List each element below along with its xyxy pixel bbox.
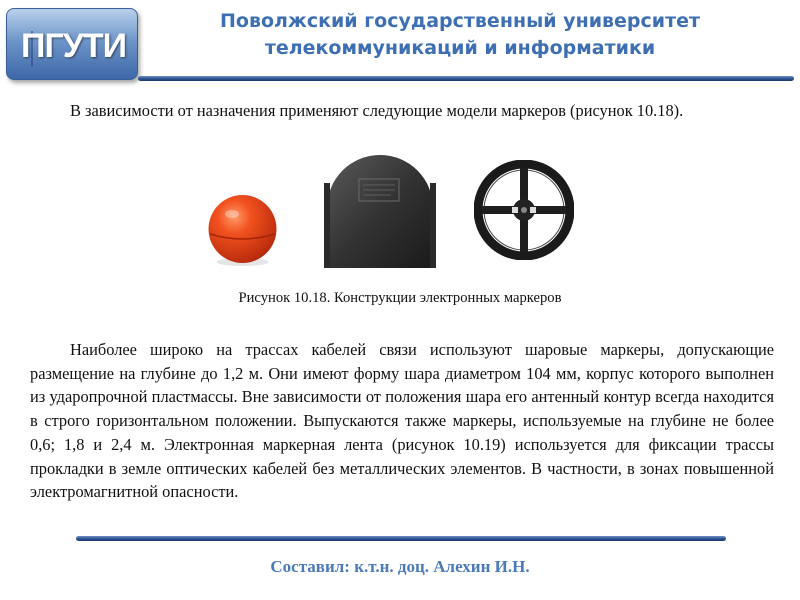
red-ball-marker-image [205,192,280,267]
footer-divider [76,536,726,541]
logo-text: ПГУТИ [21,27,127,65]
title-line-1: Поволжский государственный университет [219,10,701,32]
title-line-2: телекоммуникаций и информатики [264,37,656,59]
header-divider [138,76,794,81]
intro-paragraph: В зависимости от назначения применяют следующие модели маркеров (рисунок 10.18). [70,101,684,120]
black-disc-marker-image [321,153,439,270]
main-paragraph: Наиболее широко на трассах кабелей связи используют шаровые маркеры, допускающие размещение на глубине до 1,2 м. Они имеют форму шара диаметром 104 мм, корпус которого выполнен из ударопрочной пластмассы. Вне зависимости от положения шара его антенный контур всегда находится в строго горизонтальном положении. Выпускаются также маркеры, используемые на глубине не более 0,6; 1,8 и 2,4 м. Электронная маркерная лента (рисунок 10.19) используется для фиксации трассы прокладки в земле оптических кабелей без металлических элементов. В частности, в зонах повышенной электромагнитной опасности. [30,340,774,502]
footer-author: Составил: к.т.н. доц. Алехин И.Н. [270,557,530,576]
university-logo [6,8,138,80]
page-title [175,8,745,62]
figure-caption: Рисунок 10.18. Конструкции электронных маркеров [238,290,562,306]
black-wheel-marker-image [474,160,574,260]
